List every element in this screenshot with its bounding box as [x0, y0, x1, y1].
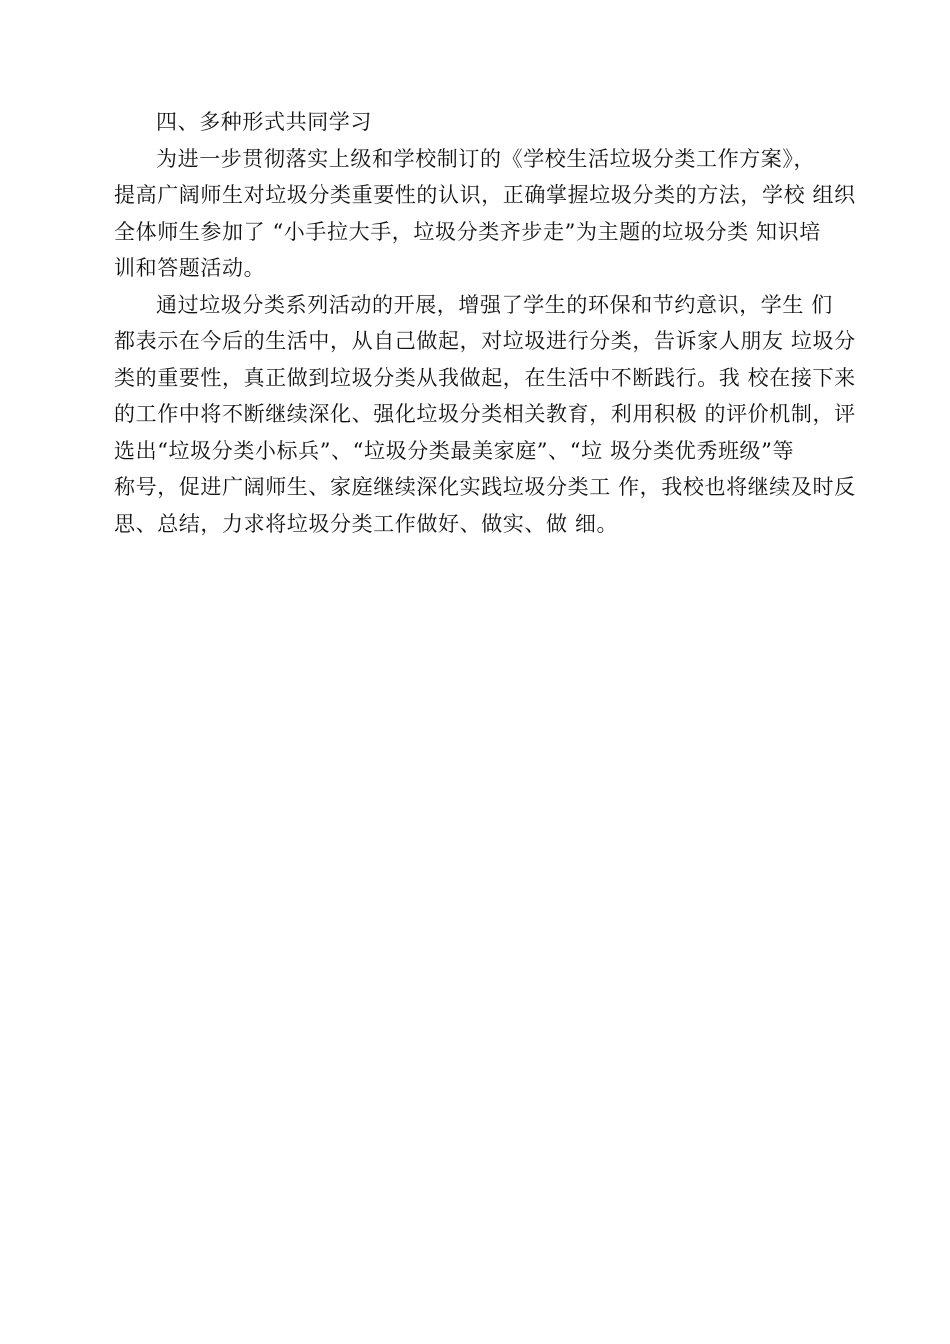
section-heading: 四、多种形式共同学习: [156, 110, 372, 134]
paragraph-line: 称号，促进广阔师生、家庭继续深化实践垃圾分类工 作，我校也将继续及时反: [114, 475, 856, 499]
paragraph-line: 提高广阔师生对垃圾分类重要性的认识，正确掌握垃圾分类的方法，学校 组织: [114, 183, 856, 207]
paragraph-line: 训和答题活动。: [114, 256, 266, 280]
paragraph-line: 都表示在今后的生活中，从自己做起，对垃圾进行分类，告诉家人朋友 垃圾分: [114, 329, 856, 353]
paragraph-line: 的工作中将不断继续深化、强化垃圾分类相关教育，利用积极 的评价机制，评: [114, 402, 856, 426]
document-body: [114, 104, 856, 542]
paragraph-line: 通过垃圾分类系列活动的开展，增强了学生的环保和节约意识，学生 们: [156, 292, 833, 317]
paragraph-1: [114, 141, 856, 287]
paragraph-line: 选出“垃圾分类小标兵”、“垃圾分类最美家庭”、“垃 圾分类优秀班级”等: [114, 438, 795, 463]
paragraph-line: 为进一步贯彻落实上级和学校制订的《学校生活垃圾分类工作方案》，: [156, 146, 816, 171]
paragraph-line: 思、总结，力求将垃圾分类工作做好、做实、做 细。: [114, 511, 619, 536]
paragraph-line: 类的重要性，真正做到垃圾分类从我做起，在生活中不断践行。我 校在接下来: [114, 365, 856, 390]
paragraph-2: [114, 287, 856, 543]
paragraph-line: 全体师生参加了 “小手拉大手，垃圾分类齐步走”为主题的垃圾分类 知识培: [114, 219, 821, 244]
